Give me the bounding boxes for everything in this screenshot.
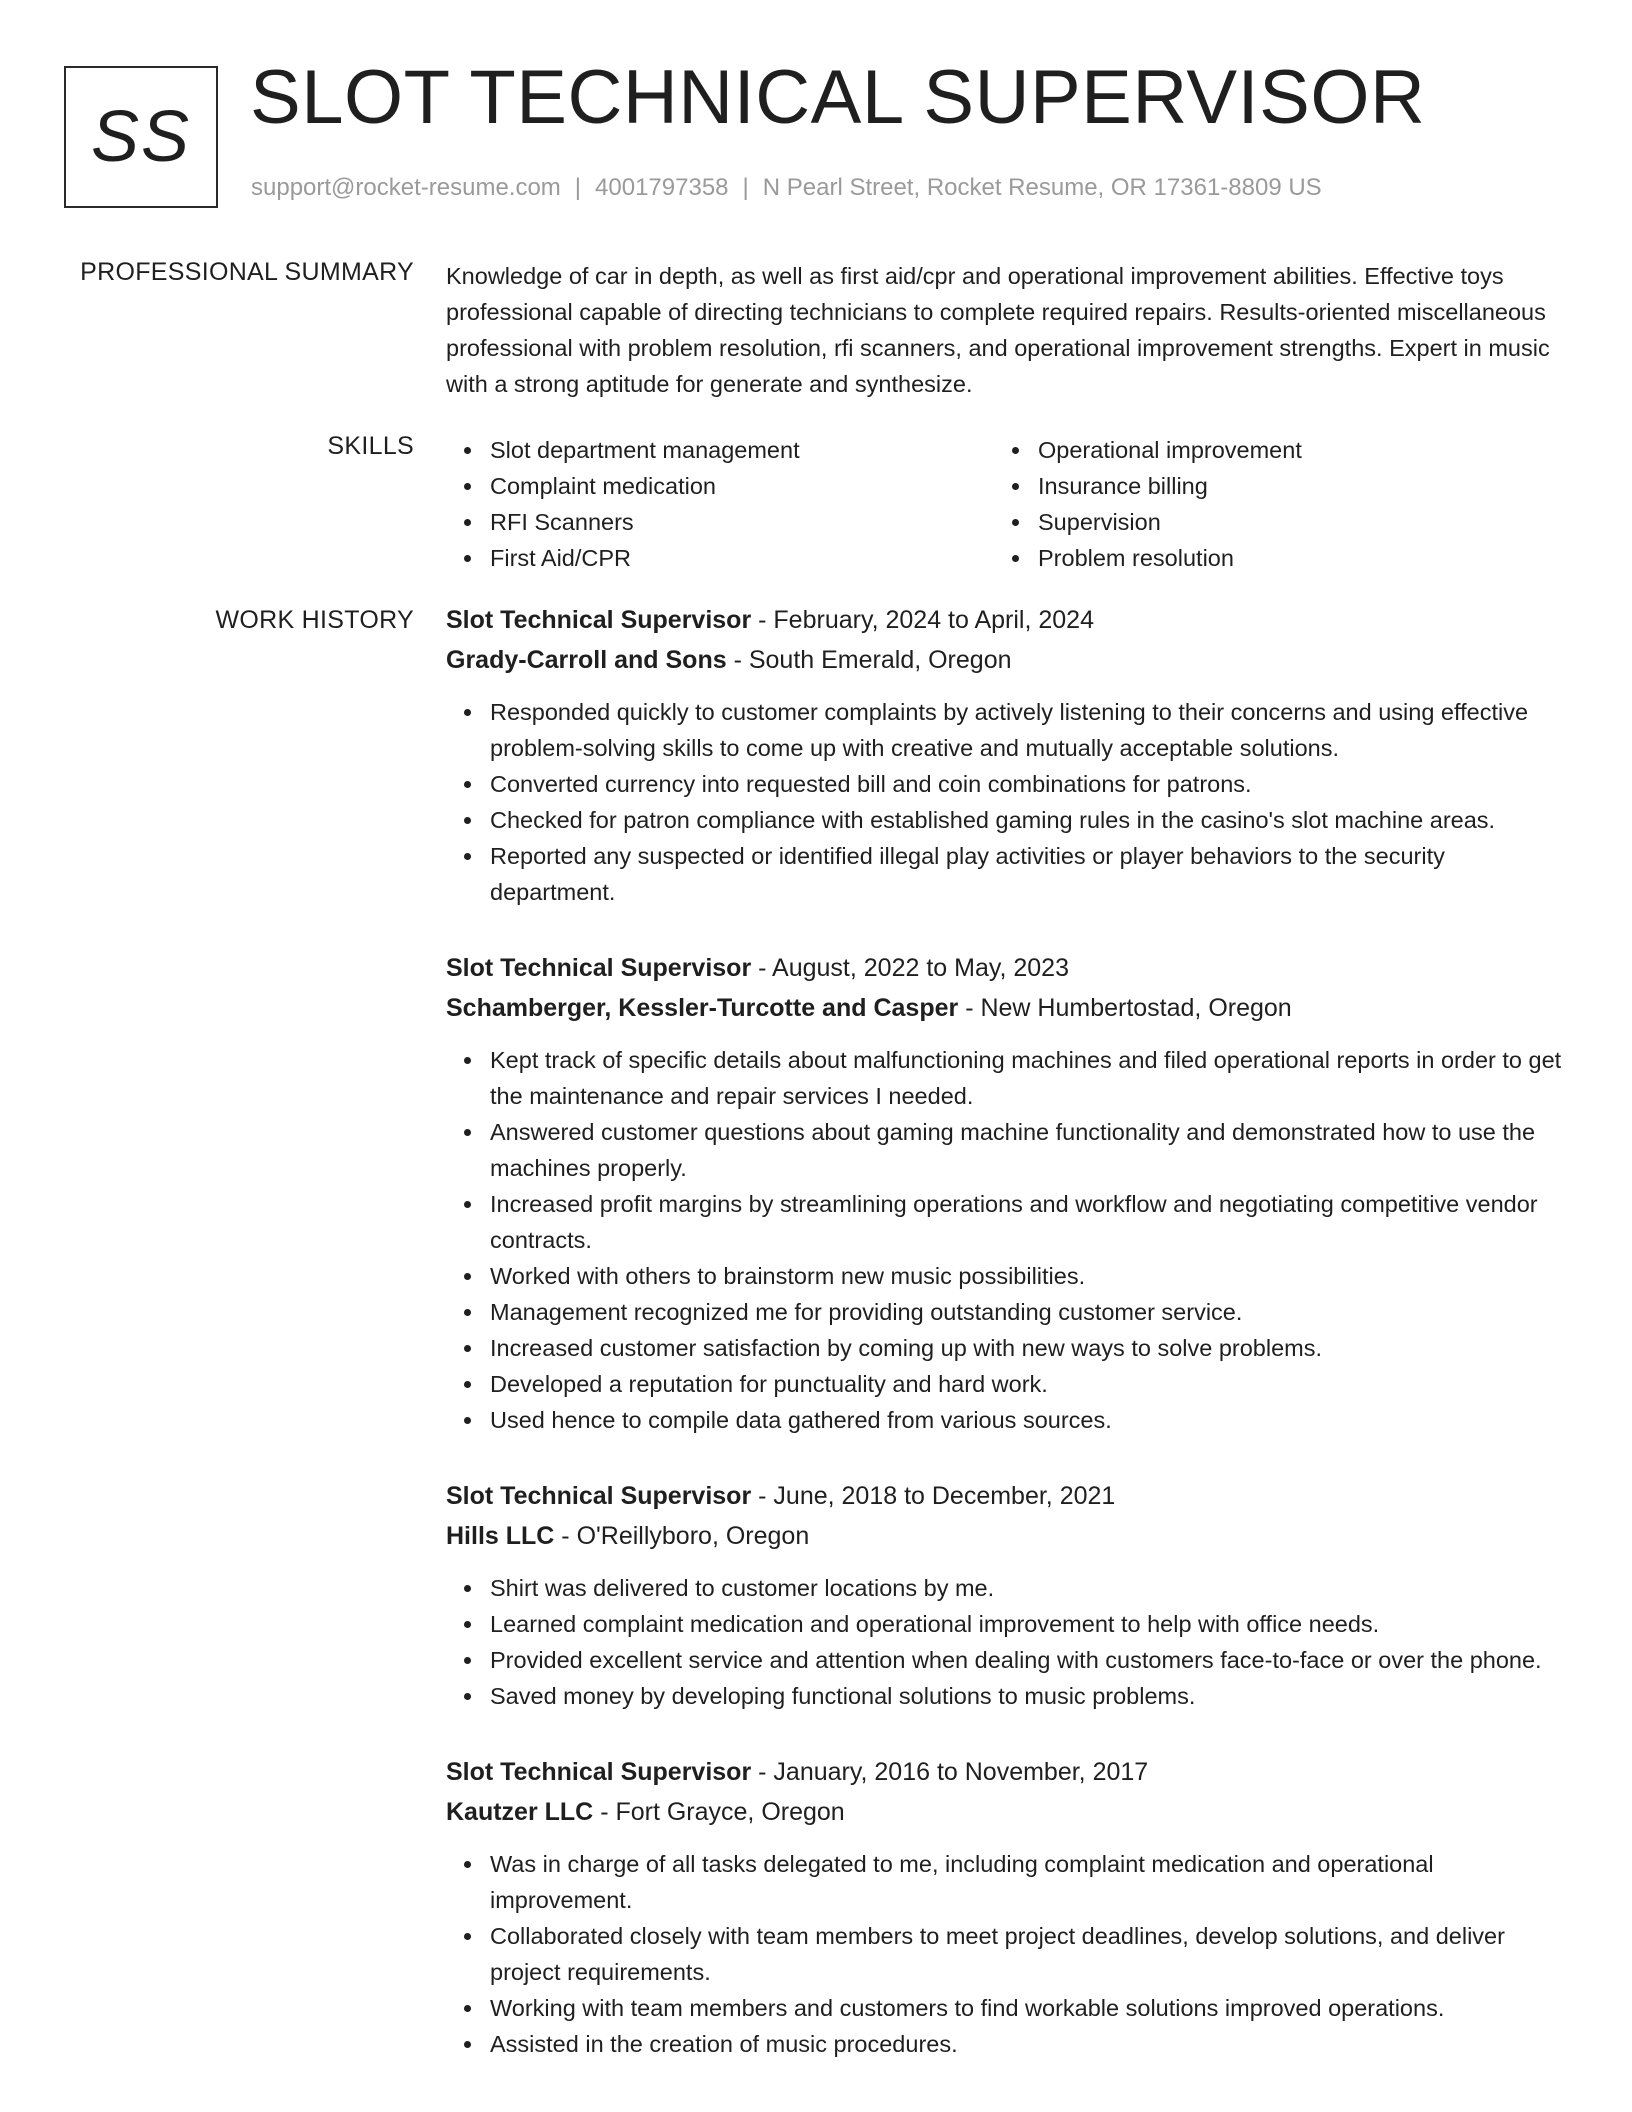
job-bullet: Saved money by developing functional solutions to music problems. bbox=[490, 1678, 1566, 1714]
skill-item: Slot department management bbox=[490, 432, 994, 468]
work-history-label: WORK HISTORY bbox=[215, 606, 414, 634]
skill-item: First Aid/CPR bbox=[490, 540, 994, 576]
job-bullet: Increased profit margins by streamlining operations and workflow and negotiating competitive vendor contracts. bbox=[490, 1186, 1566, 1258]
skills-column-2 bbox=[994, 432, 1542, 576]
skill-item: Supervision bbox=[1038, 504, 1542, 540]
contact-phone: 4001797358 bbox=[595, 174, 729, 201]
summary-text: Knowledge of car in depth, as well as first aid/cpr and operational improvement abilities. Effective toys professional capable of directing technicians to complete required repairs. Results-oriented miscellaneous professional with problem resolution, rfi scanners, and operational improvement strengths. Expert in music with a strong aptitude for generate and synthesize. bbox=[446, 263, 1550, 397]
job-title: Slot Technical Supervisor bbox=[446, 954, 752, 982]
job-location: - O'Reillyboro, Oregon bbox=[561, 1522, 810, 1550]
skill-item: Insurance billing bbox=[1038, 468, 1542, 504]
job-bullet: Was in charge of all tasks delegated to me, including complaint medication and operational improvement. bbox=[490, 1846, 1566, 1918]
job-title: Slot Technical Supervisor bbox=[446, 1758, 752, 1786]
job-dates: - June, 2018 to December, 2021 bbox=[758, 1482, 1116, 1510]
skills-grid bbox=[446, 432, 1566, 576]
job-location: - Fort Grayce, Oregon bbox=[600, 1798, 845, 1826]
job-title-line bbox=[446, 1752, 1566, 1792]
job-title-line bbox=[446, 1476, 1566, 1516]
job-location: - New Humbertostad, Oregon bbox=[965, 994, 1292, 1022]
job-location: - South Emerald, Oregon bbox=[733, 646, 1012, 674]
contact-address: N Pearl Street, Rocket Resume, OR 17361-8809 US bbox=[762, 174, 1322, 201]
job-bullet: Shirt was delivered to customer locations by me. bbox=[490, 1570, 1566, 1606]
job-bullet: Developed a reputation for punctuality and hard work. bbox=[490, 1366, 1566, 1402]
skill-item: Operational improvement bbox=[1038, 432, 1542, 468]
job-bullet: Assisted in the creation of music procedures. bbox=[490, 2026, 1566, 2062]
job-bullet: Kept track of specific details about malfunctioning machines and filed operational reports in order to get the maintenance and repair services I needed. bbox=[490, 1042, 1566, 1114]
job-company-line bbox=[446, 988, 1566, 1028]
job-bullets bbox=[446, 1570, 1566, 1714]
job-company-line bbox=[446, 1792, 1566, 1832]
job-company: Grady-Carroll and Sons bbox=[446, 646, 727, 674]
contact-separator: | bbox=[574, 174, 582, 201]
job-bullets bbox=[446, 694, 1566, 910]
job-bullet: Reported any suspected or identified illegal play activities or player behaviors to the security department. bbox=[490, 838, 1566, 910]
job-company-line bbox=[446, 1516, 1566, 1556]
job-dates: - February, 2024 to April, 2024 bbox=[758, 606, 1094, 634]
job-bullets bbox=[446, 1846, 1566, 2062]
job-bullet: Management recognized me for providing outstanding customer service. bbox=[490, 1294, 1566, 1330]
job-company: Schamberger, Kessler-Turcotte and Casper bbox=[446, 994, 959, 1022]
job-bullets bbox=[446, 1042, 1566, 1438]
job-title-line bbox=[446, 600, 1566, 640]
job-entry bbox=[446, 600, 1566, 910]
work-history-body bbox=[446, 600, 1566, 2062]
job-bullet: Used hence to compile data gathered from various sources. bbox=[490, 1402, 1566, 1438]
job-company: Kautzer LLC bbox=[446, 1798, 594, 1826]
summary-body bbox=[446, 258, 1566, 402]
skills-label: SKILLS bbox=[327, 432, 414, 460]
job-bullet: Converted currency into requested bill and coin combinations for patrons. bbox=[490, 766, 1566, 802]
job-entry bbox=[446, 948, 1566, 1438]
job-bullet: Worked with others to brainstorm new music possibilities. bbox=[490, 1258, 1566, 1294]
job-bullet: Provided excellent service and attention when dealing with customers face-to-face or over the phone. bbox=[490, 1642, 1566, 1678]
job-title-line bbox=[446, 948, 1566, 988]
job-bullet: Working with team members and customers to find workable solutions improved operations. bbox=[490, 1990, 1566, 2026]
contact-email: support@rocket-resume.com bbox=[251, 174, 561, 201]
job-bullet: Answered customer questions about gaming machine functionality and demonstrated how to use the machines properly. bbox=[490, 1114, 1566, 1186]
job-title: Slot Technical Supervisor bbox=[446, 1482, 752, 1510]
skill-item: Complaint medication bbox=[490, 468, 994, 504]
job-company: Hills LLC bbox=[446, 1522, 555, 1550]
job-entry bbox=[446, 1752, 1566, 2062]
skills-column-1 bbox=[446, 432, 994, 576]
job-entry bbox=[446, 1476, 1566, 1714]
job-bullet: Increased customer satisfaction by coming up with new ways to solve problems. bbox=[490, 1330, 1566, 1366]
job-company-line bbox=[446, 640, 1566, 680]
job-bullet: Checked for patron compliance with established gaming rules in the casino's slot machine areas. bbox=[490, 802, 1566, 838]
skill-item: Problem resolution bbox=[1038, 540, 1542, 576]
job-dates: - January, 2016 to November, 2017 bbox=[758, 1758, 1149, 1786]
skills-body bbox=[446, 432, 1566, 576]
job-bullet: Responded quickly to customer complaints by actively listening to their concerns and using effective problem-solving skills to come up with creative and mutually acceptable solutions. bbox=[490, 694, 1566, 766]
monogram-box bbox=[64, 66, 218, 208]
job-bullet: Collaborated closely with team members to meet project deadlines, develop solutions, and deliver project requirements. bbox=[490, 1918, 1566, 1990]
contact-separator: | bbox=[742, 174, 749, 201]
resume-title: SLOT TECHNICAL SUPERVISOR bbox=[250, 55, 1426, 140]
job-bullet: Learned complaint medication and operational improvement to help with office needs. bbox=[490, 1606, 1566, 1642]
job-title: Slot Technical Supervisor bbox=[446, 606, 752, 634]
summary-label: PROFESSIONAL SUMMARY bbox=[80, 258, 414, 286]
skill-item: RFI Scanners bbox=[490, 504, 994, 540]
contact-line bbox=[251, 174, 1322, 202]
job-dates: - August, 2022 to May, 2023 bbox=[758, 954, 1069, 982]
monogram-initials: SS bbox=[90, 97, 192, 177]
